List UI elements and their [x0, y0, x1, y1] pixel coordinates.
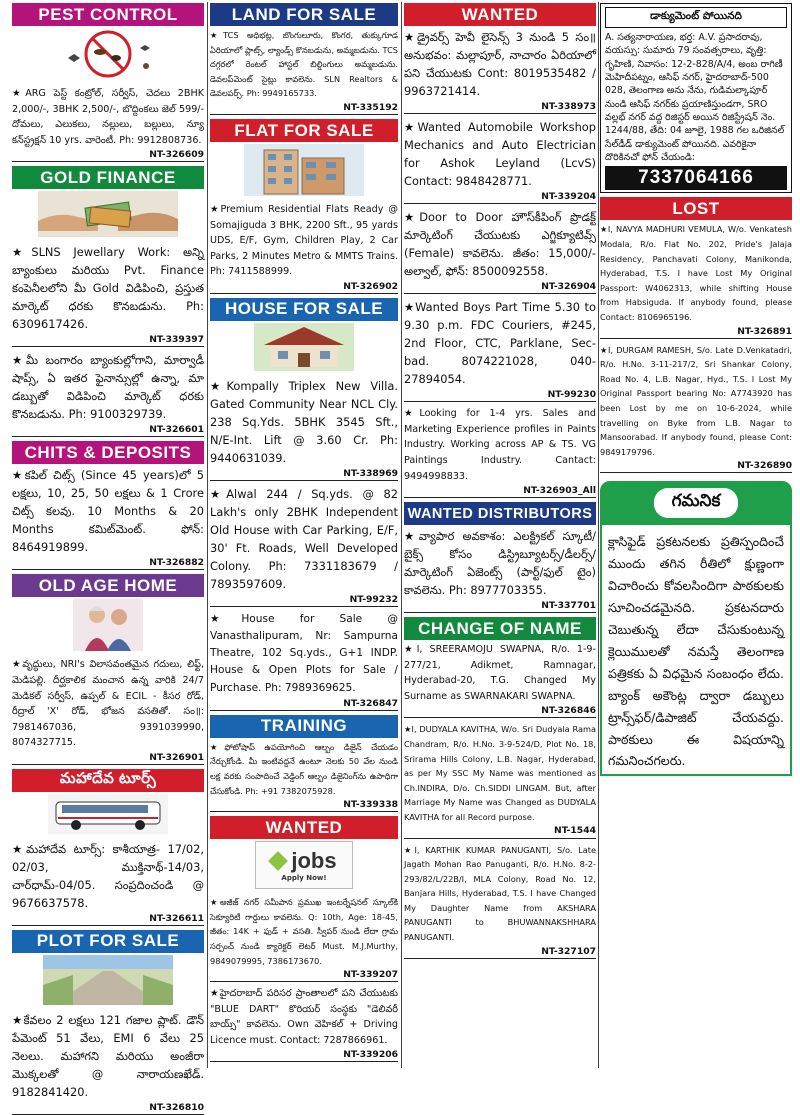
- notice-heading-label: గమనిక: [654, 488, 739, 518]
- document-lost-box: [600, 3, 792, 193]
- tours-ad: ★మహాదేవ టూర్స్: కాశీయాత్ర- 17/02, 02/03, ముక్తినాథ్-14/03, చార్‌ధామ్-04/05. సంప్రదించండి @ 9676637578.: [12, 841, 204, 910]
- jobs-logo: [255, 841, 353, 889]
- change-of-name-heading: CHANGE OF NAME: [404, 617, 596, 640]
- ad-code: NT-338969: [210, 468, 398, 481]
- wanted-heading: WANTED: [404, 3, 596, 26]
- flat-for-sale-heading: FLAT FOR SALE: [210, 119, 398, 142]
- ad-code: NT-99230: [404, 389, 596, 402]
- wanted-ad: ★Door to Door హౌస్‌కీపింగ్ ప్రొడక్ట్ మార్కెటింగ్ చేయుటకు ఎగ్జిక్యూటివ్స్ (Female) కావలెను. జీతం: 15,000/- అల్వాల్, ఫోన్: 8500092558.: [404, 210, 596, 279]
- ad-code: NT-335192: [210, 102, 398, 115]
- ad-code: NT-326601: [12, 424, 204, 437]
- pest-control-heading: PEST CONTROL: [12, 3, 204, 26]
- ad-code: NT-338973: [404, 101, 596, 114]
- lost-ad: ★I, NAVYA MADHURI VEMULA, W/o. Venkatesh Modala, R/o. Flat No. 202, Pride's Jalaja Residency, Panchavati Colony, Manikonda, Hyderabad, T.S. I have Lost My Original Passport: W4062313, while shifting House from Habsiguda. If anybody found, please Contact: 8106965196.: [600, 224, 792, 322]
- apartment-image: [244, 144, 364, 196]
- flat-ad: ★Premium Residential Flats Ready @ Somajiguda 3 BHK, 2200 Sft., 95 yards UDS, E/F, Gym, Children Play, 2 Car Parks, 2 Minutes Metro & MMTS Trains. Ph: 7411588999.: [210, 204, 398, 278]
- column-divider: [207, 2, 208, 1068]
- change-of-name-ad: ★I, DUDYALA KAVITHA, W/o. Sri Dudyala Rama Chandram, R/o. H.No. 3-9-524/D, Plot No. 18, Srirama Hills Colony, L.B. Nagar, Hyderabad, as per My SSC My Name was mentioned as Ch.INDIRA, D/o. Ch.SIDDI LINGAM. But, after Marriage My Name was Changed as DUDYALA KAVITHA for all Record purpose.: [404, 724, 596, 822]
- notice-text: క్లాసిఫైడ్ ప్రకటనలకు ప్రతిస్పందించే ముందు తగిన రీతిలో క్షుణ్ణంగా విచారించు కోవలసిందిగా పాఠకులకు సూచించడమైనది. ప్రకటనదారు చెబుతున్న లేదా చేసుకుంటున్న క్లెయిములతో నమస్తే తెలంగాణ పత్రికకు ఏ విధమైన సంబంధం లేదు. బ్యాంక్ అకౌంట్ల ద్వారా డబ్బులు ట్రాన్స్‌ఫర్/డిపాజిట్ చేయవద్దు. పాఠకులు ఈ విషయాన్ని గమనించగలరు.: [600, 525, 792, 776]
- notice-heading: [600, 481, 792, 525]
- ad-code: NT-326890: [600, 460, 792, 473]
- document-lost-phone: 7337064166: [605, 166, 787, 190]
- ad-code: NT-339338: [210, 799, 398, 812]
- wanted-ad: ★హైదరాబాద్ పరిసర ప్రాంతాలలో పని చేయుటకు "BLUE DART" కొరియర్ సంస్థకు "డెలివరీ బాయ్స్" కావలెను. Own వెహికల్ + Driving Licence must. Contact: 7287866961.: [210, 988, 398, 1046]
- wanted-ad: ★Wanted Boys Part Time 5.30 to 9.30 p.m. FDC Couriers, #245, 2nd Floor, CTC, Parklane, Sec-bad. 8074221028, 040-27894054.: [404, 300, 596, 387]
- column-1: [12, 3, 204, 1113]
- gold-finance-heading: GOLD FINANCE: [12, 166, 204, 189]
- column-divider: [401, 2, 402, 1068]
- ad-code: NT-339204: [404, 191, 596, 204]
- wanted-ad: ★Looking for 1-4 yrs. Sales and Marketing Experience profiles in Paints Industry. Working across AP & TS. VG Paintings Industry. Cantact: 9494998833.: [404, 408, 596, 482]
- old-age-home-ad: ★వృద్ధులు, NRI's విలాసవంతమైన గదులు, లిఫ్ట్, మెడిపల్లి. దీర్ఘకాలిక మంచాన ఉన్న వారికి 24/7 మెడికల్ సర్వీస్, ఉప్పల్ & ECIL - కీసర రోడ్, రీద్రాల్ 'X' రోడ్, భోజన వసతితో. సం॥: 7981467036, 9391039990, 8074327715.: [12, 659, 204, 749]
- plot-for-sale-heading: PLOT FOR SALE: [12, 930, 204, 953]
- change-of-name-ad: ★I, KARTHIK KUMAR PANUGANTI, S/o. Late Jagath Mohan Rao Panuganti, R/o. H.No. 8-2-293/82/L/22B/I, MLA Colony, Road No. 12, Banjara Hills, Hyderabad, T.S. I have Changed My Daughter Name from AKSHARA PANUGANTI to BHUWANNAKSHHARA PANUGANTI.: [404, 844, 596, 943]
- house-for-sale-heading: HOUSE FOR SALE: [210, 298, 398, 321]
- ad-code: NT-326891: [600, 326, 792, 339]
- house-ad: ★Alwal 244 / Sq.yds. @ 82 Lakh's only 2BHK Independent Old House with Car Parking, E/F, 30' Ft. Roads, Well Developed Colony. Ph: 7331183679 / 7893597609.: [210, 486, 398, 591]
- ad-code: NT-326611: [12, 913, 204, 926]
- ad-code: NT-339397: [12, 334, 204, 347]
- column-2: [210, 3, 398, 1068]
- training-ad: ★ఫోటోషాప్ ఉపయోగించి ఆల్బం డిజైన్ చేయడం నేర్చుకోండి. మీ ఇంటివద్దనే ఉంటూ నెలకు 50 వేల నుండి లక్ష వరకు సంపాదించే వెడ్డింగ్ ఆల్బం డిజైనింగ్‌ను ఉపాధిగా చేసుకోండి. Ph: +91 7382075928.: [210, 741, 398, 796]
- ad-code: NT-326904: [404, 281, 596, 294]
- ad-code: NT-326882: [12, 557, 204, 570]
- jobs-word: jobs: [291, 848, 337, 874]
- ad-code: NT-326846: [404, 705, 596, 718]
- ad-code: NT-326901: [12, 752, 204, 765]
- house-ad: ★Kompally Triplex New Villa. Gated Community Near NCL Cly. 238 Sq.Yds. 5BHK 3545 Sft., N/E-Int. Lift @ 3.60 Cr. Ph: 9440631039.: [210, 378, 398, 465]
- lost-ad: ★I, DURGAM RAMESH, S/o. Late D.Venkatadri, R/o. H.No. 3-11-217/2, Sri Shankar Colony, Road No. 4, L.B. Nagar, Hyd., T.S. I Lost My Original Passport bearing No: A7743920 has been Lost by me on 10-6-2024, while travelling on Byke from L.B. Nagar to Mansoorabad. If anybody found, please Cont: 9849179796.: [600, 344, 792, 457]
- wanted-heading: WANTED: [210, 816, 398, 839]
- bus-image: [48, 794, 168, 834]
- change-of-name-ad: ★I, SREERAMOJU SWAPNA, R/o. 1-9-277/21, Adikmet, Ramnagar, Hyderabad-20, T.G. Changed My Surname as SWARNAKARI SWAPNA.: [404, 644, 596, 702]
- ad-code: NT-326847: [210, 698, 398, 711]
- plot-ad: ★కేవలం 2 లక్షలు 121 గజాల ప్లాట్. డౌన్ పేమెంట్ 51 వేలు, EMI 6 వేలు 25 నెలలు. మహాగని మరియు అంజీరా మొక్కలతో @ నారాయణఖేడ్. 9182841420.: [12, 1012, 204, 1099]
- column-3: [404, 3, 596, 1068]
- chits-deposits-heading: CHITS & DEPOSITS: [12, 441, 204, 464]
- pest-icon: [48, 28, 168, 80]
- money-hands-image: [38, 191, 178, 237]
- wanted-ad: ★డ్రైవర్స్ హెవీ లైసెన్స్ 3 నుండి 5 సం॥ అనుభవం: మల్లాపూర్, నాచారం ఏరియాలో పని చేయుటకు Cont: 8019535482 / 9963721414.: [404, 30, 596, 99]
- ad-code: NT-326903_All: [404, 485, 596, 498]
- gold-finance-ad: ★SLNS Jewellary Work: అన్ని బ్యాంకులు మరియు Pvt. Finance కంపెనీలలోని మీ Gold విడిపించి, ప్రస్తుత మార్కెట్ ధరకు కొనబడును. Ph: 6309617426.: [12, 245, 204, 332]
- elderly-couple-image: [73, 599, 143, 651]
- wanted-ad: ★అజీజ్ నగర్ సమీపాన ప్రముఖ ఇంటర్నేషనల్ స్కూల్‌కి సెక్యూరిటీ గార్డులు కావలెను. Q: 10th, Age: 18-45, జీతం: 14K + ఫుడ్ + వసతి. స్వీపర్ నుండి లేదా గ్రామ సర్పంచ్ నుండి క్యారెక్టర్ లెటర్ Must. M.J.Murthy, 9849079995, 7386173670.: [210, 897, 398, 966]
- document-lost-text: A. సత్యనారాయణ, భర్త: A.V. ప్రసాదరావు, వయస్సు: సుమారు 79 సంవత్సరాలు, వృత్తి: గృహిణి, నివాసం: 12-2-828/A/4, అంబ రాగిణీ మెహిదీపట్నం, ఆసిఫ్ నగర్, హైదరాబాద్-500 028, తెలంగాణ అను నేను, గుడిమల్కాపూర్ నుండి ఆసిఫ్ నగర్‌కు ప్రయాణిస్తుండగా, SRO వల్లభ్ నగర్ వద్ద రిజిస్టర్ అయిన రిజిస్ట్రేషన్ నెం. 1244/88, తేది: 04 జూలై, 1988 గల ఒరిజినల్ సేల్‌డీడ్ డాక్యుమెంట్ పోయినది. ఎవరికైనా దొరికినచో ఫోన్ చేయండి:: [605, 32, 785, 164]
- ad-code: NT-339206: [210, 1049, 398, 1062]
- chits-ad: ★కపిల్ చిట్స్ (Since 45 years)లో 5 లక్షలు, 10, 25, 50 లక్షలు & 1 Crore చిట్స్ కలవు. 10 Months & 20 Months కమిట్‌మెంట్. ఫోన్: 8464919899.: [12, 468, 204, 555]
- document-lost-heading: డాక్యుమెంట్ పోయినది: [605, 7, 787, 28]
- jobs-tag: Apply Now!: [281, 874, 327, 883]
- ad-code: NT-326810: [12, 1102, 204, 1115]
- ad-code: NT-337701: [404, 600, 596, 613]
- wanted-ad: ★Wanted Automobile Workshop Mechanics and Auto Electrician for Ashok Leyland (LcvS) Contact: 9848428771.: [404, 120, 596, 189]
- jobs-logo-mark-icon: [268, 851, 288, 871]
- house-image: [254, 323, 354, 371]
- training-heading: TRAINING: [210, 715, 398, 738]
- distributors-ad: ★వ్యాపార అవకాశం: ఎలక్ట్రికల్ స్కూటీ/ బైక్స్ కోసం డిస్ట్రిబ్యూటర్స్/డీలర్స్/ మార్కెటింగ్ ఏజెంట్స్ (పార్ట్/ఫుల్ టైం) కావలెను. Ph: 8977703355.: [404, 529, 596, 598]
- land-for-sale-heading: LAND FOR SALE: [210, 3, 398, 26]
- gold-finance-ad: ★మీ బంగారం బ్యాంకుల్లోగాని, మార్వాడీ షాప్స్, ఏ ఇతర ఫైనాన్సుల్లో ఉన్నా, మా డబ్బుతో విడిపించి మార్కెట్ ధరకు కొనబడును. Ph: 9100329739.: [12, 353, 204, 422]
- column-4: [600, 3, 792, 1068]
- wanted-distributors-heading: WANTED DISTRIBUTORS: [404, 502, 596, 525]
- plot-image: [43, 955, 173, 1005]
- pest-control-ad: ★ARG పెస్ట్ కంట్రోల్, సర్వీస్, చెదలు 2BHK 2,000/-, 3BHK 2,500/-, బొద్దింకలు జెల్ 599/- దోమలు, ఎలుకలు, నల్లులు, బల్లులు, న్యూ కన్‌స్ట్రక్షన్ 10 yrs. వారెంటీ. Ph: 9912808736.: [12, 88, 204, 146]
- ad-code: NT-1544: [404, 825, 596, 838]
- lost-heading: LOST: [600, 197, 792, 220]
- old-age-home-heading: OLD AGE HOME: [12, 574, 204, 597]
- ad-code: NT-326902: [210, 281, 398, 294]
- land-ad: ★TCS అధిభట్ల, బొంగులూరు, కొంగర, తుక్కుగూడ ఏరియాలో ప్లాట్స్, ల్యాండ్స్ కొనబడును, అమ్మబడును. TCS దగ్గరలో రెంటల్ హాస్టల్ బిల్డింగులు అమ్మబడును. డెవలప్‌మెంట్ సైట్లు కావలెను. SLN Realtors & డెవలపర్స్. Ph: 9949165733.: [210, 30, 398, 99]
- house-ad: ★House for Sale @ Vanasthalipuram, Nr: Sampurna Theatre, 102 Sq.yds., G+1 INDP. House & Open Plots for Sale / Purchase. Ph: 7989369625.: [210, 612, 398, 694]
- mahadeva-tours-heading: మహాదేవ టూర్స్: [12, 769, 204, 792]
- ad-code: NT-339207: [210, 969, 398, 982]
- ad-code: NT-99232: [210, 594, 398, 607]
- ad-code: NT-327107: [404, 946, 596, 959]
- ad-code: NT-326609: [12, 149, 204, 162]
- column-divider: [598, 2, 599, 1068]
